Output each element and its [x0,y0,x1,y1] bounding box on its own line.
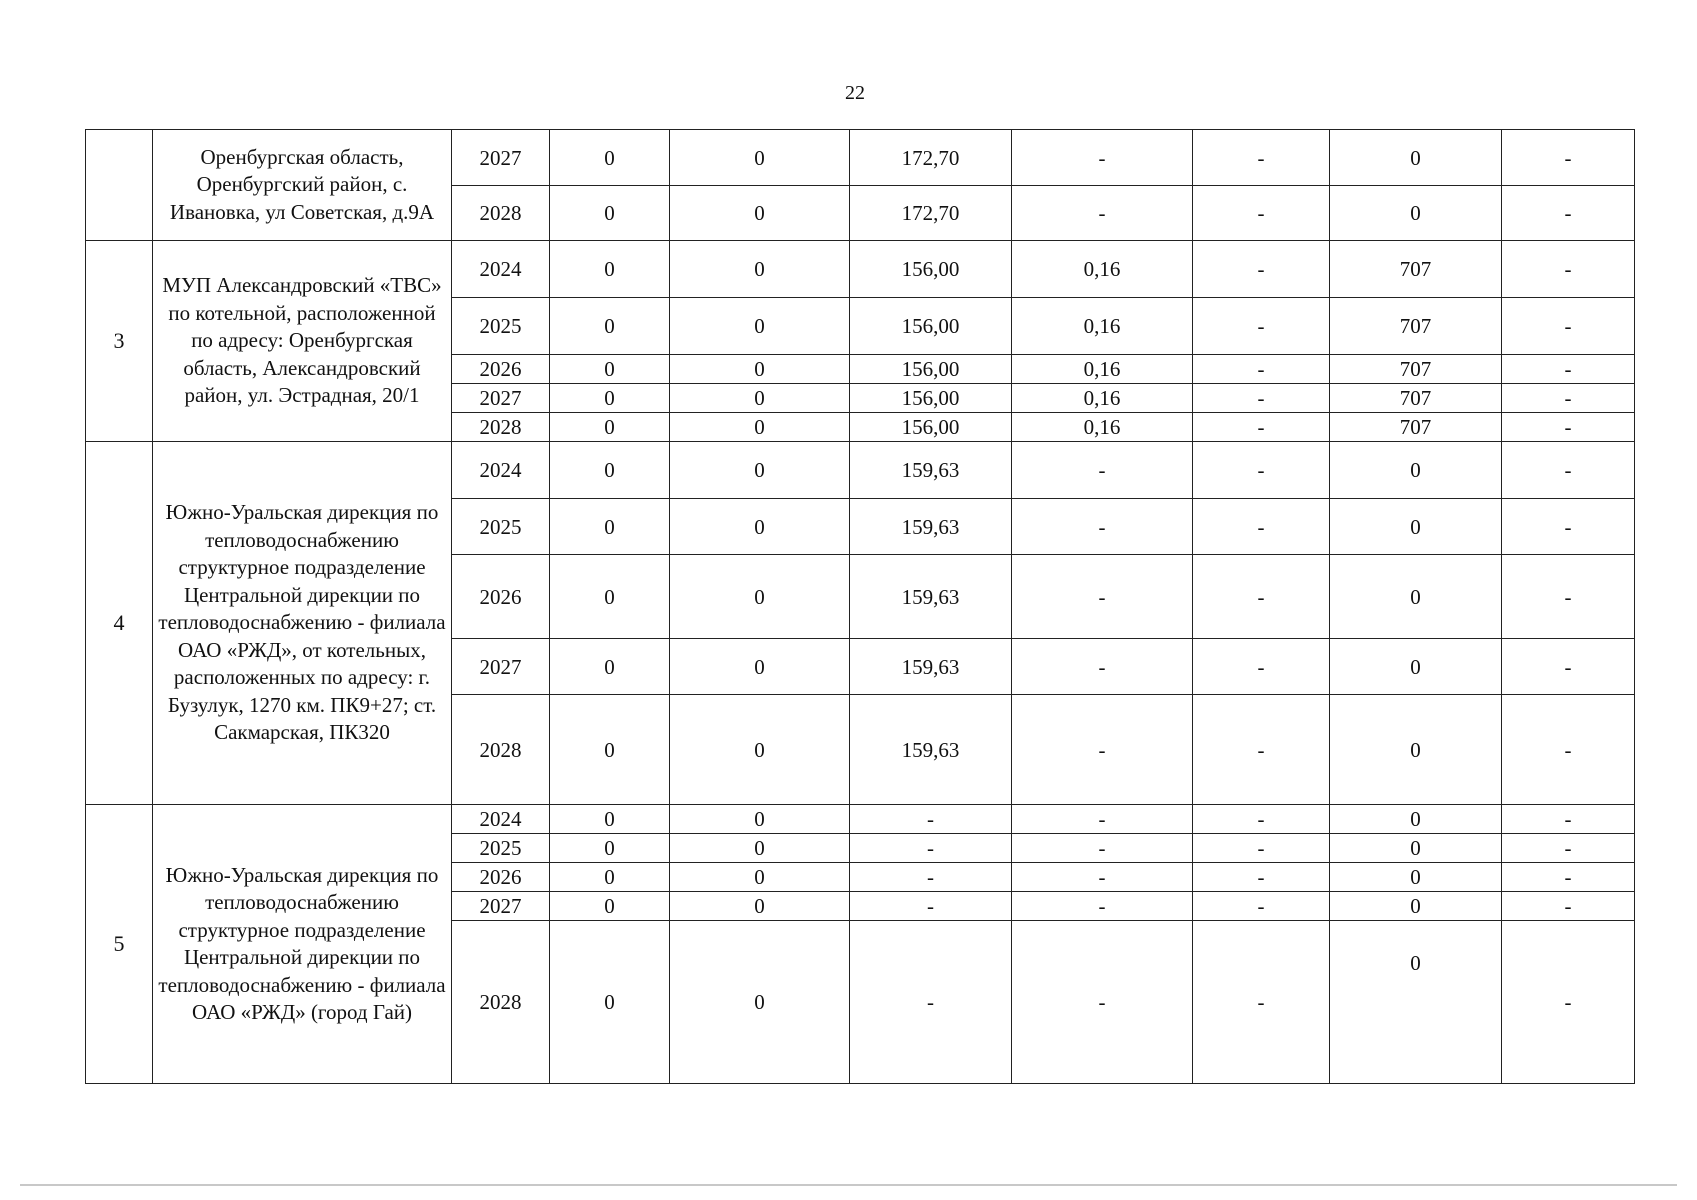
value-cell: - [850,892,1012,921]
value-cell: 0 [1330,921,1502,1084]
value-cell: 0 [670,499,850,555]
value-cell: 0,16 [1012,384,1193,413]
value-cell: 0 [670,186,850,241]
value-cell: 0 [670,639,850,695]
value-cell: - [1012,130,1193,186]
value-cell: 0 [550,130,670,186]
value-cell: - [1193,298,1330,355]
value-cell: 159,63 [850,555,1012,639]
value-cell: 0 [670,695,850,805]
value-cell: - [1502,355,1635,384]
value-cell: - [1012,892,1193,921]
value-cell: 0 [550,355,670,384]
value-cell: - [1502,921,1635,1084]
year-cell: 2027 [452,892,550,921]
value-cell: - [1012,921,1193,1084]
year-cell: 2025 [452,499,550,555]
value-cell: 0 [670,413,850,442]
value-cell: 0 [550,241,670,298]
value-cell: 0 [1330,555,1502,639]
value-cell: 0 [1330,834,1502,863]
value-cell: 0 [670,555,850,639]
page-number: 22 [845,82,865,104]
value-cell: 0 [670,892,850,921]
value-cell: - [1502,499,1635,555]
value-cell: 0 [550,413,670,442]
value-cell: 0 [670,834,850,863]
value-cell: 0 [550,805,670,834]
group-number: 5 [86,805,153,1084]
value-cell: - [1193,241,1330,298]
value-cell: 0,16 [1012,298,1193,355]
value-cell: 0 [670,355,850,384]
value-cell: - [1012,863,1193,892]
value-cell: - [1012,442,1193,499]
value-cell: 0 [550,695,670,805]
value-cell: 159,63 [850,499,1012,555]
organization-cell: Оренбургская область, Оренбургский район, с. Ивановка, ул Советская, д.9А [153,130,452,241]
year-cell: 2028 [452,186,550,241]
value-cell: - [1502,695,1635,805]
value-cell: 0 [670,921,850,1084]
value-cell: - [1193,695,1330,805]
value-cell: 707 [1330,355,1502,384]
value-cell: 0 [670,241,850,298]
value-cell: - [1193,442,1330,499]
value-cell: 0 [1330,892,1502,921]
value-cell: 159,63 [850,442,1012,499]
value-cell: - [1502,298,1635,355]
value-cell: 0 [550,921,670,1084]
value-cell: 0 [550,863,670,892]
table-row [86,442,1635,499]
value-cell: - [1502,892,1635,921]
value-cell: - [850,863,1012,892]
year-cell: 2024 [452,442,550,499]
value-cell: - [1193,921,1330,1084]
value-cell: 707 [1330,384,1502,413]
value-cell: - [1502,805,1635,834]
value-cell: - [1502,834,1635,863]
year-cell: 2024 [452,805,550,834]
year-cell: 2028 [452,695,550,805]
year-cell: 2025 [452,834,550,863]
value-cell: - [1193,639,1330,695]
year-cell: 2027 [452,130,550,186]
value-cell: - [1193,130,1330,186]
value-cell: 156,00 [850,355,1012,384]
value-cell: - [1012,186,1193,241]
value-cell: 0 [550,298,670,355]
year-cell: 2026 [452,863,550,892]
value-cell: 172,70 [850,186,1012,241]
year-cell: 2027 [452,639,550,695]
value-cell: - [1193,863,1330,892]
value-cell: - [1502,384,1635,413]
value-cell: - [1502,863,1635,892]
value-cell: 0,16 [1012,413,1193,442]
table-row [86,241,1635,298]
year-cell: 2026 [452,355,550,384]
value-cell: 0 [1330,499,1502,555]
value-cell: 0 [1330,805,1502,834]
value-cell: 0 [1330,186,1502,241]
value-cell: 156,00 [850,413,1012,442]
value-cell: 0 [670,298,850,355]
value-cell: - [1502,413,1635,442]
value-cell: 0,16 [1012,241,1193,298]
value-cell: - [850,805,1012,834]
group-number [86,130,153,241]
value-cell: - [1502,130,1635,186]
value-cell: 0 [1330,442,1502,499]
value-cell: - [1012,639,1193,695]
value-cell: - [1012,499,1193,555]
value-cell: 0 [550,442,670,499]
value-cell: 0 [670,442,850,499]
value-cell: 0 [670,805,850,834]
value-cell: - [1193,555,1330,639]
value-cell: - [1502,241,1635,298]
value-cell: - [1193,186,1330,241]
value-cell: - [1193,834,1330,863]
year-cell: 2028 [452,921,550,1084]
value-cell: 0 [550,384,670,413]
year-cell: 2024 [452,241,550,298]
value-cell: 0 [1330,130,1502,186]
value-cell: - [1193,892,1330,921]
value-cell: - [1012,805,1193,834]
value-cell: 0 [550,499,670,555]
value-cell: 156,00 [850,384,1012,413]
table-row [86,805,1635,834]
value-cell: 156,00 [850,241,1012,298]
value-cell: 0 [550,892,670,921]
value-cell: 172,70 [850,130,1012,186]
value-cell: - [1012,834,1193,863]
value-cell: - [1502,639,1635,695]
group-number: 4 [86,442,153,805]
organization-cell: МУП Александровский «ТВС» по котельной, расположенной по адресу: Оренбургская область, Александровский район, ул. Эстрадная, 20/1 [153,241,452,442]
value-cell: 0 [670,384,850,413]
tariff-table [85,129,1635,1084]
value-cell: 707 [1330,298,1502,355]
value-cell: 0 [670,130,850,186]
group-number: 3 [86,241,153,442]
value-cell: - [1193,413,1330,442]
value-cell: 0 [1330,639,1502,695]
year-cell: 2028 [452,413,550,442]
value-cell: 0 [550,555,670,639]
value-cell: 0,16 [1012,355,1193,384]
value-cell: 0 [1330,863,1502,892]
value-cell: - [1012,555,1193,639]
value-cell: 0 [670,863,850,892]
value-cell: - [1012,695,1193,805]
value-cell: 707 [1330,413,1502,442]
value-cell: 156,00 [850,298,1012,355]
value-cell: 0 [550,639,670,695]
value-cell: 707 [1330,241,1502,298]
value-cell: - [850,834,1012,863]
value-cell: - [1193,499,1330,555]
value-cell: 0 [550,834,670,863]
year-cell: 2027 [452,384,550,413]
value-cell: - [1193,384,1330,413]
page-bottom-rule [20,1184,1677,1186]
value-cell: - [1193,805,1330,834]
value-cell: - [1502,555,1635,639]
year-cell: 2025 [452,298,550,355]
table-row [86,130,1635,186]
organization-cell: Южно-Уральская дирекция по тепловодоснабжению структурное подразделение Центральной дирекции по тепловодоснабжению - филиала ОАО «РЖД», от котельных, расположенных по адресу: г. Бузулук, 1270 км. ПК9+27; ст. Сакмарская, ПК320 [153,442,452,805]
value-cell: - [1502,186,1635,241]
organization-cell: Южно-Уральская дирекция по тепловодоснабжению структурное подразделение Центральной дирекции по тепловодоснабжению - филиала ОАО «РЖД» (город Гай) [153,805,452,1084]
value-cell: - [1193,355,1330,384]
value-cell: 0 [1330,695,1502,805]
value-cell: 0 [550,186,670,241]
value-cell: - [1502,442,1635,499]
value-cell: 159,63 [850,695,1012,805]
value-cell: 159,63 [850,639,1012,695]
value-cell: - [850,921,1012,1084]
year-cell: 2026 [452,555,550,639]
